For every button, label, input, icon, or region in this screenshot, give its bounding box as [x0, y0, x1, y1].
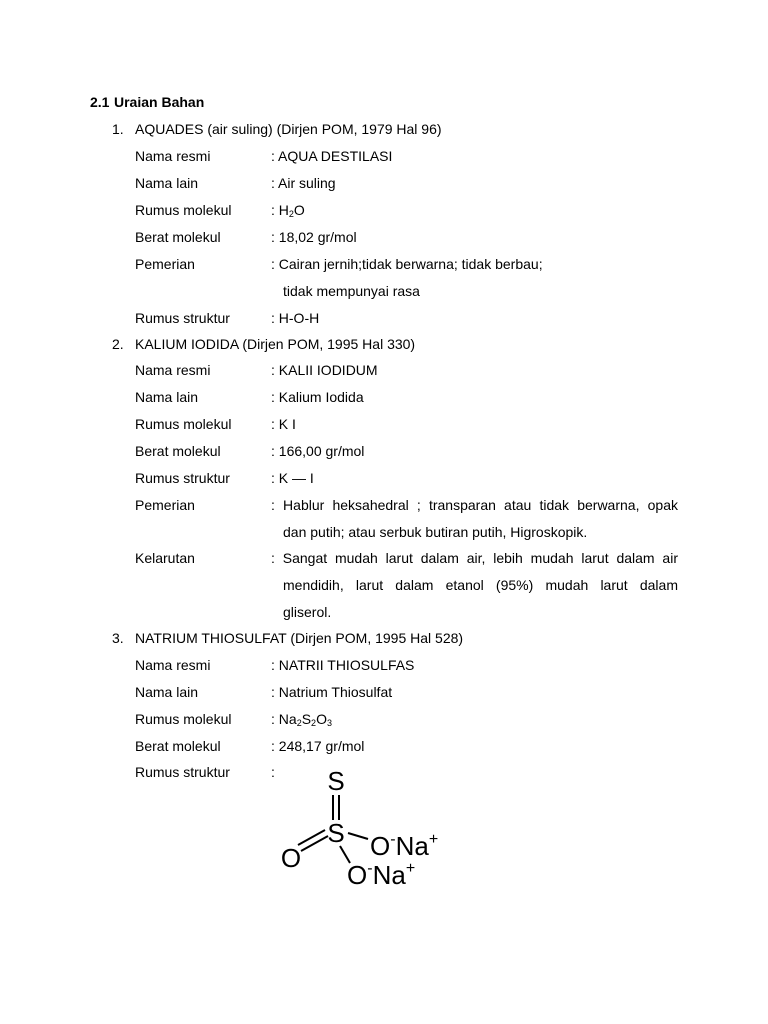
field-label: Berat molekul	[135, 229, 221, 245]
field-value: : Hablur heksahedral ; transparan atau tidak berwarna, opak	[271, 497, 678, 513]
field-label: Pemerian	[135, 256, 195, 272]
item-title: NATRIUM THIOSULFAT (Dirjen POM, 1995 Hal 528)	[135, 630, 464, 646]
field-label: Rumus struktur	[135, 310, 230, 326]
field-value: : Cairan jernih;tidak berwarna; tidak berbau;	[271, 256, 543, 272]
field-label: Nama resmi	[135, 148, 211, 164]
field-value: : NATRII THIOSULFAS	[271, 657, 415, 673]
atom-oxygen-double: O	[280, 843, 302, 873]
field-value: : K I	[271, 416, 296, 432]
field-value-continued: dan putih; atau serbuk butiran putih, Higroskopik.	[283, 524, 588, 540]
field-value: : Kalium Iodida	[271, 389, 364, 405]
field-value: : Natrium Thiosulfat	[271, 684, 393, 700]
field-value: : 248,17 gr/mol	[271, 738, 365, 754]
field-label: Nama lain	[135, 684, 199, 700]
field-value-continued: gliserol.	[283, 604, 332, 620]
bond-double-diagonal-b	[301, 836, 328, 851]
item-number: 1.	[112, 121, 124, 137]
field-label: Rumus struktur	[135, 470, 230, 486]
atom-sulfur-top: S	[327, 766, 345, 796]
section-title: Uraian Bahan	[114, 94, 205, 110]
field-label: Pemerian	[135, 497, 195, 513]
field-label: Rumus molekul	[135, 202, 232, 218]
item-number: 3.	[112, 630, 124, 646]
field-value: : 18,02 gr/mol	[271, 229, 357, 245]
field-value: :	[271, 764, 275, 780]
section-number: 2.1	[90, 94, 110, 110]
field-value: : 166,00 gr/mol	[271, 443, 365, 459]
field-label: Rumus struktur	[135, 764, 230, 780]
field-label: Nama lain	[135, 175, 199, 191]
field-value: : AQUA DESTILASI	[271, 148, 393, 164]
bond-double-diagonal-a	[298, 830, 325, 845]
field-label: Nama lain	[135, 389, 199, 405]
field-label: Rumus molekul	[135, 711, 232, 727]
field-value: : Sangat mudah larut dalam air, lebih mudah larut dalam air	[271, 550, 678, 566]
field-label: Berat molekul	[135, 443, 221, 459]
field-label: Rumus molekul	[135, 416, 232, 432]
molecular-formula: : $Na_2S_2O_3$	[271, 711, 332, 728]
field-label: Kelarutan	[135, 550, 195, 566]
atom-sulfur-center: S	[327, 818, 345, 848]
oxygen-sodium-group-1: O-Na+	[370, 831, 439, 861]
item-number: 2.	[112, 336, 124, 352]
field-value: : H-O-H	[271, 310, 320, 326]
bond-single-1	[348, 833, 368, 839]
field-label: Nama resmi	[135, 657, 211, 673]
item-title: KALIUM IODIDA (Dirjen POM, 1995 Hal 330)	[135, 336, 416, 352]
field-label: Berat molekul	[135, 738, 221, 754]
item-title: AQUADES (air suling) (Dirjen POM, 1979 Hal 96)	[135, 121, 442, 137]
field-value: : K — I	[271, 470, 314, 486]
field-value: : KALII IODIDUM	[271, 362, 378, 378]
field-value: : Air suling	[271, 175, 336, 191]
thiosulfate-structure	[270, 760, 470, 895]
oxygen-sodium-group-2: O-Na+	[347, 860, 416, 890]
molecular-formula: : $H_2O$	[271, 202, 305, 219]
field-value-continued: mendidih, larut dalam etanol (95%) mudah larut dalam	[283, 577, 678, 593]
field-label: Nama resmi	[135, 362, 211, 378]
field-value-continued: tidak mempunyai rasa	[283, 283, 420, 299]
